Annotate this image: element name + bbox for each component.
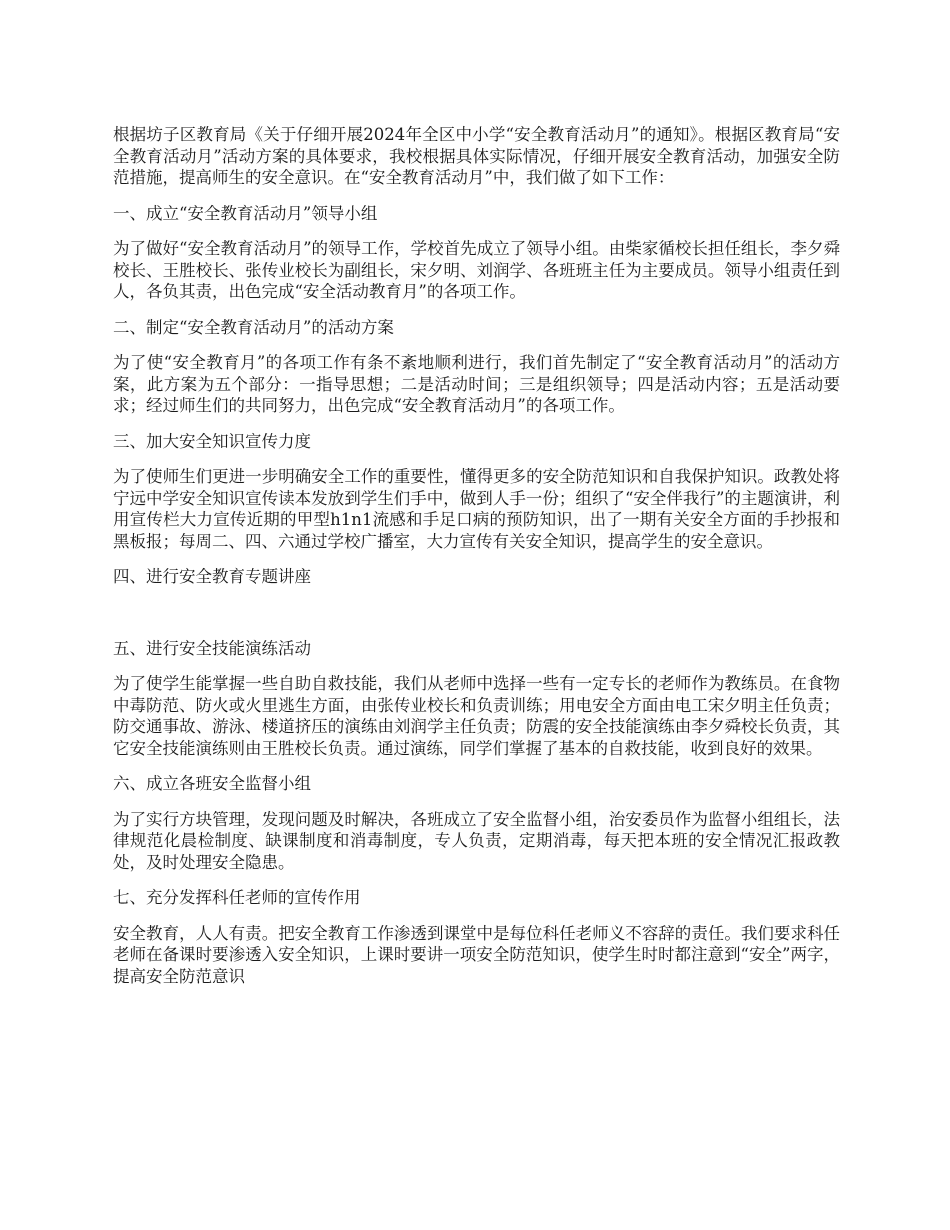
intro-paragraph: 根据坊子区教育局《关于仔细开展2024年全区中小学“安全教育活动月”的通知》。根据区教育局“安全教育活动月”活动方案的具体要求，我校根据具体实际情况，仔细开展安全教育活动，加强安全防范措施，提高师生的安全意识。在“安全教育活动月”中，我们做了如下工作： [113, 125, 840, 187]
section-4-heading: 四、进行安全教育专题讲座 [113, 567, 311, 586]
section-5-body: 为了使学生能掌握一些自助自救技能，我们从老师中选择一些有一定专长的老师作为教练员。在食物中毒防范、防火或火里逃生方面，由张传业校长和负责训练；用电安全方面由电工宋夕明主任负责；防交通事故、游泳、楼道挤压的演练由刘润学主任负责；防震的安全技能演练由李夕舜校长负责，其它安全技能演练则由王胜校长负责。通过演练，同学们掌握了基本的自救技能，收到良好的效果。 [113, 674, 840, 758]
section-1-body: 为了做好“安全教育活动月”的领导工作，学校首先成立了领导小组。由柴家循校长担任组长，李夕舜校长、王胜校长、张传业校长为副组长，宋夕明、刘润学、各班班主任为主要成员。领导小组责任到人，各负其责，出色完成“安全活动教育月”的各项工作。 [113, 239, 840, 301]
section-2-body: 为了使“安全教育月”的各项工作有条不紊地顺利进行，我们首先制定了“安全教育活动月”的活动方案，此方案为五个部分：一指导思想；二是活动时间；三是组织领导；四是活动内容；五是活动要求；经过师生们的共同努力，出色完成“安全教育活动月”的各项工作。 [113, 353, 840, 415]
section-4-empty-body [113, 602, 840, 638]
section-5-heading: 五、进行安全技能演练活动 [113, 638, 311, 658]
section-6-heading: 六、成立各班安全监督小组 [113, 774, 311, 793]
section-7-body: 安全教育，人人有责。把安全教育工作渗透到课堂中是每位科任老师义不容辞的责任。我们要求科任老师在备课时要渗透入安全知识，上课时要讲一项安全防范知识，使学生时时都注意到“安全”两字，提高安全防范意识 [113, 923, 840, 986]
section-1-heading: 一、成立“安全教育活动月”领导小组 [113, 203, 378, 223]
section-6-body: 为了实行方块管理，发现问题及时解决，各班成立了安全监督小组，治安委员作为监督小组组长，法律规范化晨检制度、缺课制度和消毒制度，专人负责，定期消毒，每天把本班的安全情况汇报政教处，及时处理安全隐患。 [113, 809, 840, 872]
section-3-body: 为了使师生们更进一步明确安全工作的重要性，懂得更多的安全防范知识和自我保护知识。政教处将宁远中学安全知识宣传读本发放到学生们手中，做到人手一份；组织了“安全伴我行”的主题演讲，利用宣传栏大力宣传近期的甲型h1n1流感和手足口病的预防知识，出了一期有关安全方面的手抄报和黑板报；每周二、四、六通过学校广播室，大力宣传有关安全知识，提高学生的安全意识。 [113, 467, 840, 551]
section-3-heading: 三、加大安全知识宣传力度 [113, 431, 311, 451]
section-7-heading: 七、充分发挥科任老师的宣传作用 [113, 888, 361, 907]
section-2-heading: 二、制定“安全教育活动月”的活动方案 [113, 317, 394, 337]
document-page [113, 124, 840, 1001]
